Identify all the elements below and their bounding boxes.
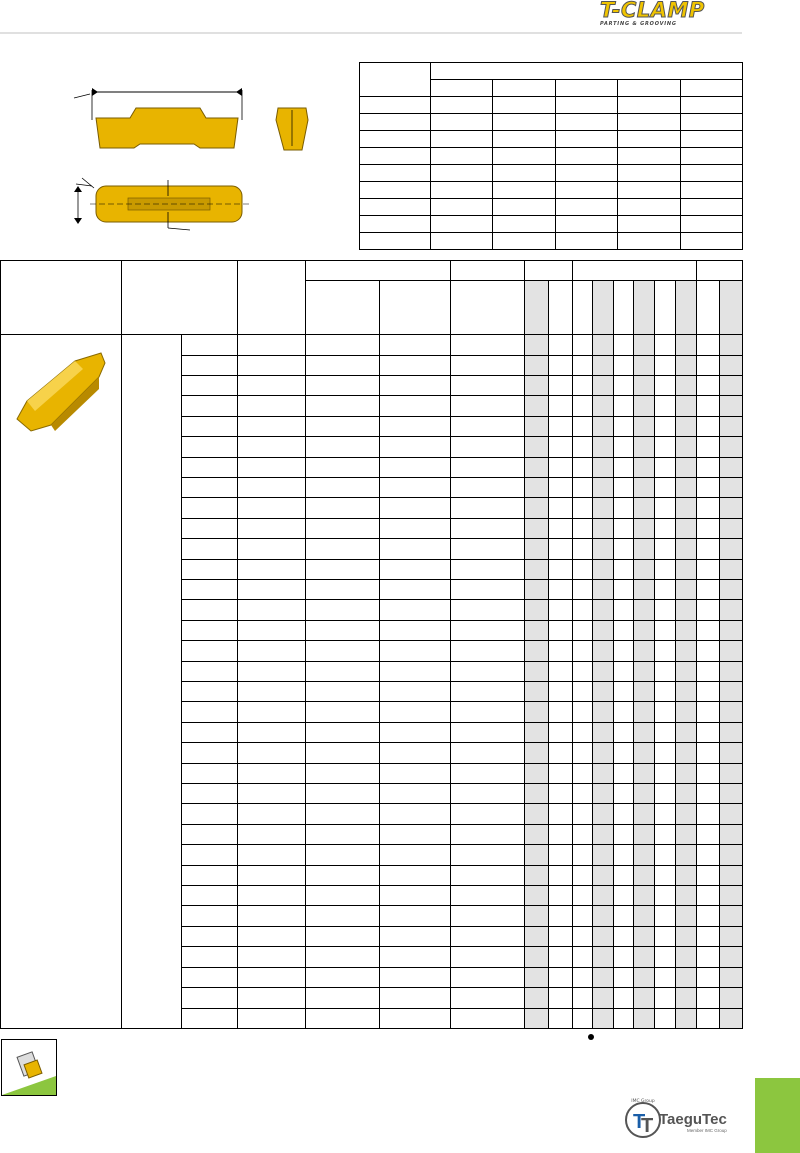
dimension-table [359,62,743,250]
svg-text:T: T [641,1115,654,1137]
header-cell [572,261,696,281]
insert-grades-table [0,260,743,1029]
company-arc-text: IMC Group [631,1099,655,1104]
dim-header-cell [360,63,431,97]
header-cell [525,261,572,281]
header-cell [122,261,238,335]
insert-dimension-drawing [70,80,330,240]
company-name: TaeguTec [659,1111,727,1128]
t-clamp-logo [598,0,748,32]
insert-package-icon [1,1039,57,1096]
header-cell [305,261,451,281]
filled-circle-icon [588,1034,594,1040]
brand-tagline: PARTING & GROOVING [600,21,677,27]
insert-photo-cell [1,335,122,1029]
brand-logo-text: T-CLAMP [600,0,705,22]
chapter-tab [755,1078,800,1153]
taegutec-logo [625,1096,745,1140]
table-row [1,335,743,355]
header-cell [451,261,525,281]
company-subtitle: Member IMC Group [687,1128,727,1133]
header-cell [696,261,742,281]
dim-header-cell [431,63,743,80]
header-cell [238,261,306,335]
header-cell [1,261,122,335]
insert-photo [5,339,117,439]
header-rule [0,32,742,34]
svg-text:T: T [633,1111,646,1133]
